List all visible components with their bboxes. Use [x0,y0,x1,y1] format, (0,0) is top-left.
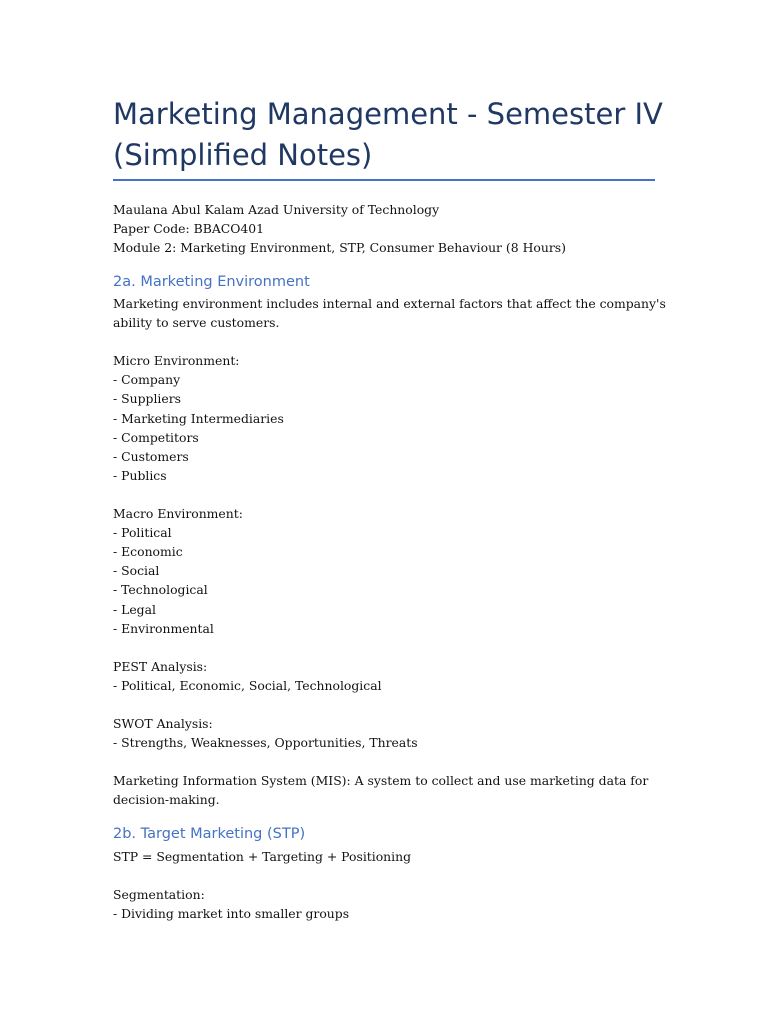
list-item: - Economic [113,544,183,560]
blank-line [113,485,655,504]
list-item: - Social [113,563,160,579]
list-item: - Technological [113,582,208,598]
section-2b-body [113,847,655,923]
blank-line [113,638,655,657]
list-item: - Marketing Intermediaries [113,410,284,426]
title-divider [113,179,655,181]
section-heading-2b: 2b. Target Marketing (STP) [113,826,306,842]
intro-line-2: ability to serve customers. [113,315,280,331]
swot-analysis-items: - Strengths, Weaknesses, Opportunities, Threats [113,735,418,751]
blank-line [113,866,655,885]
intro-line-1: Marketing environment includes internal and external factors that affect the company's [113,296,666,311]
university-name: Maulana Abul Kalam Azad University of Technology [113,202,440,217]
blank-line [113,332,655,351]
title-line-1: Marketing Management - Semester IV [113,97,663,131]
paper-code: Paper Code: BBACO401 [113,221,265,237]
list-item: - Political [113,525,172,541]
module-info: Module 2: Marketing Environment, STP, Consumer Behaviour (8 Hours) [113,240,566,256]
title-line-2: (Simplified Notes) [113,138,373,172]
macro-environment-label: Macro Environment: [113,506,243,522]
list-item: - Environmental [113,620,214,636]
section-2a-body [113,294,666,810]
document-title [113,94,663,176]
list-item: - Dividing market into smaller groups [113,906,350,922]
segmentation-label: Segmentation: [113,887,205,903]
list-item: - Company [113,372,181,388]
section-heading-2a: 2a. Marketing Environment [113,274,310,290]
mis-line-2: decision-making. [113,792,220,808]
pest-analysis-label: PEST Analysis: [113,658,208,674]
list-item: - Publics [113,467,167,483]
blank-line [113,752,655,771]
blank-line [113,695,655,714]
micro-environment-label: Micro Environment: [113,353,240,369]
list-item: - Customers [113,448,189,464]
list-item: - Competitors [113,429,199,445]
list-item: - Suppliers [113,391,181,407]
stp-formula: STP = Segmentation + Targeting + Positioning [113,849,412,864]
swot-analysis-label: SWOT Analysis: [113,716,213,732]
pest-analysis-items: - Political, Economic, Social, Technological [113,677,382,693]
document-meta [113,200,655,257]
list-item: - Legal [113,601,156,617]
mis-line-1: Marketing Information System (MIS): A system to collect and use marketing data for [113,773,649,789]
